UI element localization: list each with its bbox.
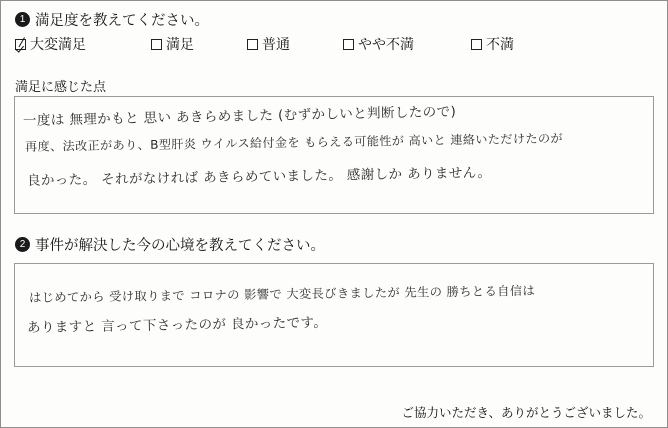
question-2-text: 事件が解決した今の心境を教えてください。 — [35, 238, 325, 254]
option-label-dissatisfied: 不満 — [486, 36, 514, 52]
option-label-very-satisfied: 大変満足 — [30, 36, 86, 52]
checkbox-neutral[interactable] — [247, 39, 258, 50]
checkbox-very-satisfied[interactable] — [15, 39, 26, 50]
option-somewhat-dissatisfied[interactable] — [343, 34, 471, 54]
handwriting-line: 再度、法改正があり、B型肝炎 ウイルス給付金を もらえる可能性が 高いと 連絡いただけたのが — [24, 130, 564, 154]
handwriting-line: はじめてから 受け取りまで コロナの 影響で 大変長びきましたが 先生の 勝ちとる自信は — [28, 283, 536, 305]
question-1-number: 1 — [15, 12, 30, 27]
option-satisfied[interactable] — [151, 34, 247, 54]
question-1-answer-box[interactable] — [14, 96, 654, 214]
question-2-number: 2 — [15, 237, 30, 252]
question-1-text: 満足度を教えてください。 — [35, 13, 209, 29]
checkbox-dissatisfied[interactable] — [471, 39, 482, 50]
checkbox-satisfied[interactable] — [151, 39, 162, 50]
checkbox-somewhat-dissatisfied[interactable] — [343, 39, 354, 50]
option-neutral[interactable] — [247, 34, 343, 54]
question-1-subheading: 満足に感じた点 — [15, 79, 107, 94]
option-label-somewhat-dissatisfied: やや不満 — [358, 36, 414, 52]
question-2 — [15, 234, 325, 255]
handwriting-line: 良かった。 それがなければ あきらめていました。 感謝しか ありません。 — [26, 164, 492, 189]
option-label-neutral: 普通 — [262, 36, 290, 52]
handwriting-line: 一度は 無理かもと 思い あきらめました (むずかしいと判断したので) — [22, 103, 457, 129]
option-label-satisfied: 満足 — [166, 36, 194, 52]
option-dissatisfied[interactable] — [471, 34, 551, 54]
option-very-satisfied[interactable] — [15, 34, 151, 54]
handwriting-line: ありますと 言って下さったのが 良かったです。 — [26, 314, 328, 336]
footer-note: ご協力いただき、ありがとうございました。 — [401, 406, 651, 420]
satisfaction-options — [15, 34, 655, 54]
question-1 — [15, 9, 209, 30]
question-2-answer-box[interactable] — [14, 263, 654, 367]
